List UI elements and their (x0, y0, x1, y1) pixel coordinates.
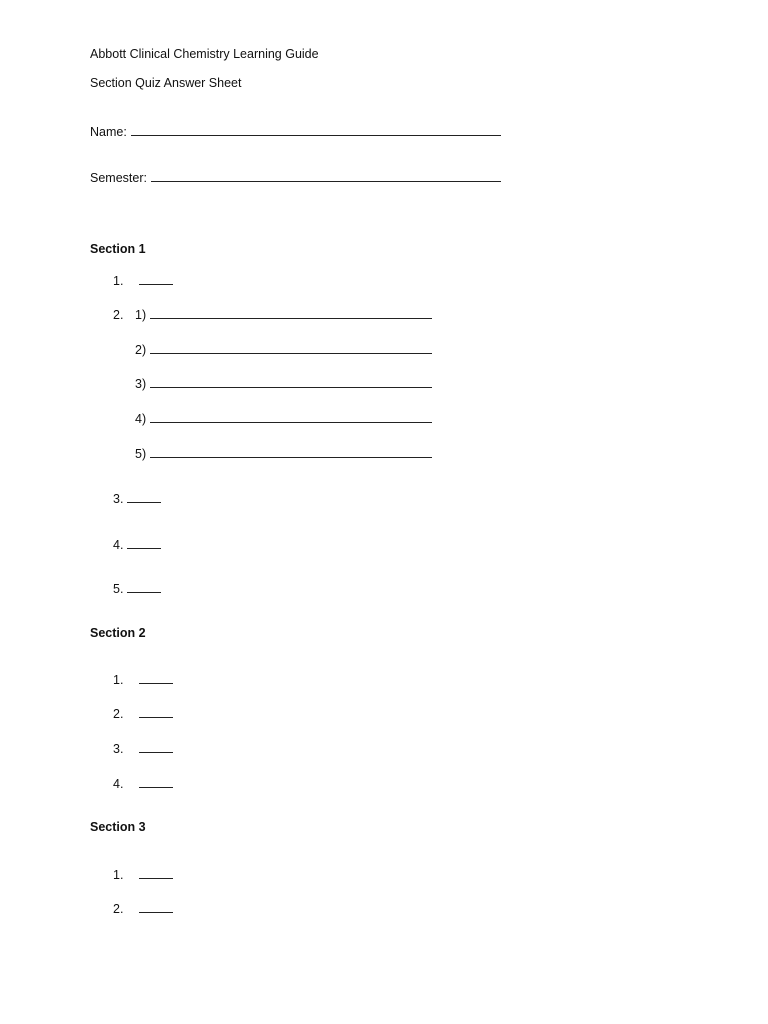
name-blank[interactable] (131, 123, 501, 136)
answer-blank[interactable] (139, 740, 173, 753)
answer-item[interactable] (113, 490, 161, 506)
answer-item[interactable] (113, 671, 173, 687)
name-field[interactable] (90, 123, 501, 139)
answer-blank[interactable] (139, 775, 173, 788)
answer-subitem[interactable] (135, 410, 432, 426)
answer-item[interactable] (113, 272, 173, 288)
subitem-number: 2) (135, 343, 147, 357)
answer-item[interactable] (113, 740, 173, 756)
item-number: 2. (113, 308, 124, 322)
answer-blank[interactable] (139, 671, 173, 684)
answer-blank[interactable] (150, 445, 432, 458)
answer-blank[interactable] (139, 900, 173, 913)
subitem-number: 5) (135, 447, 147, 461)
semester-blank[interactable] (151, 169, 501, 182)
name-label: Name: (90, 125, 127, 139)
section-heading: Section 2 (90, 626, 146, 640)
answer-blank[interactable] (139, 705, 173, 718)
item-number: 3. (113, 492, 124, 506)
answer-blank[interactable] (127, 536, 161, 549)
subitem-number: 4) (135, 412, 147, 426)
semester-field[interactable] (90, 169, 501, 185)
item-number: 5. (113, 582, 124, 596)
answer-blank[interactable] (150, 306, 432, 319)
answer-blank[interactable] (139, 272, 173, 285)
answer-blank[interactable] (139, 866, 173, 879)
answer-blank[interactable] (127, 580, 161, 593)
section-heading: Section 1 (90, 242, 146, 256)
document-subtitle: Section Quiz Answer Sheet (90, 76, 242, 90)
answer-item[interactable] (113, 775, 173, 791)
section-heading: Section 3 (90, 820, 146, 834)
item-number: 1. (113, 868, 124, 882)
answer-subitem[interactable] (135, 445, 432, 461)
answer-subitem[interactable] (135, 341, 432, 357)
semester-label: Semester: (90, 171, 147, 185)
answer-item[interactable] (113, 866, 173, 882)
answer-item[interactable] (113, 580, 161, 596)
answer-item[interactable] (113, 900, 173, 916)
answer-subitem[interactable] (135, 375, 432, 391)
subitem-number: 1) (135, 308, 147, 322)
answer-blank[interactable] (150, 341, 432, 354)
document-title: Abbott Clinical Chemistry Learning Guide (90, 47, 319, 61)
subitem-number: 3) (135, 377, 147, 391)
item-number: 4. (113, 538, 124, 552)
item-number: 1. (113, 274, 124, 288)
answer-item[interactable] (113, 306, 432, 322)
answer-blank[interactable] (150, 375, 432, 388)
item-number: 3. (113, 742, 124, 756)
item-number: 4. (113, 777, 124, 791)
answer-blank[interactable] (127, 490, 161, 503)
answer-item[interactable] (113, 536, 161, 552)
item-number: 1. (113, 673, 124, 687)
item-number: 2. (113, 902, 124, 916)
answer-item[interactable] (113, 705, 173, 721)
answer-blank[interactable] (150, 410, 432, 423)
item-number: 2. (113, 707, 124, 721)
